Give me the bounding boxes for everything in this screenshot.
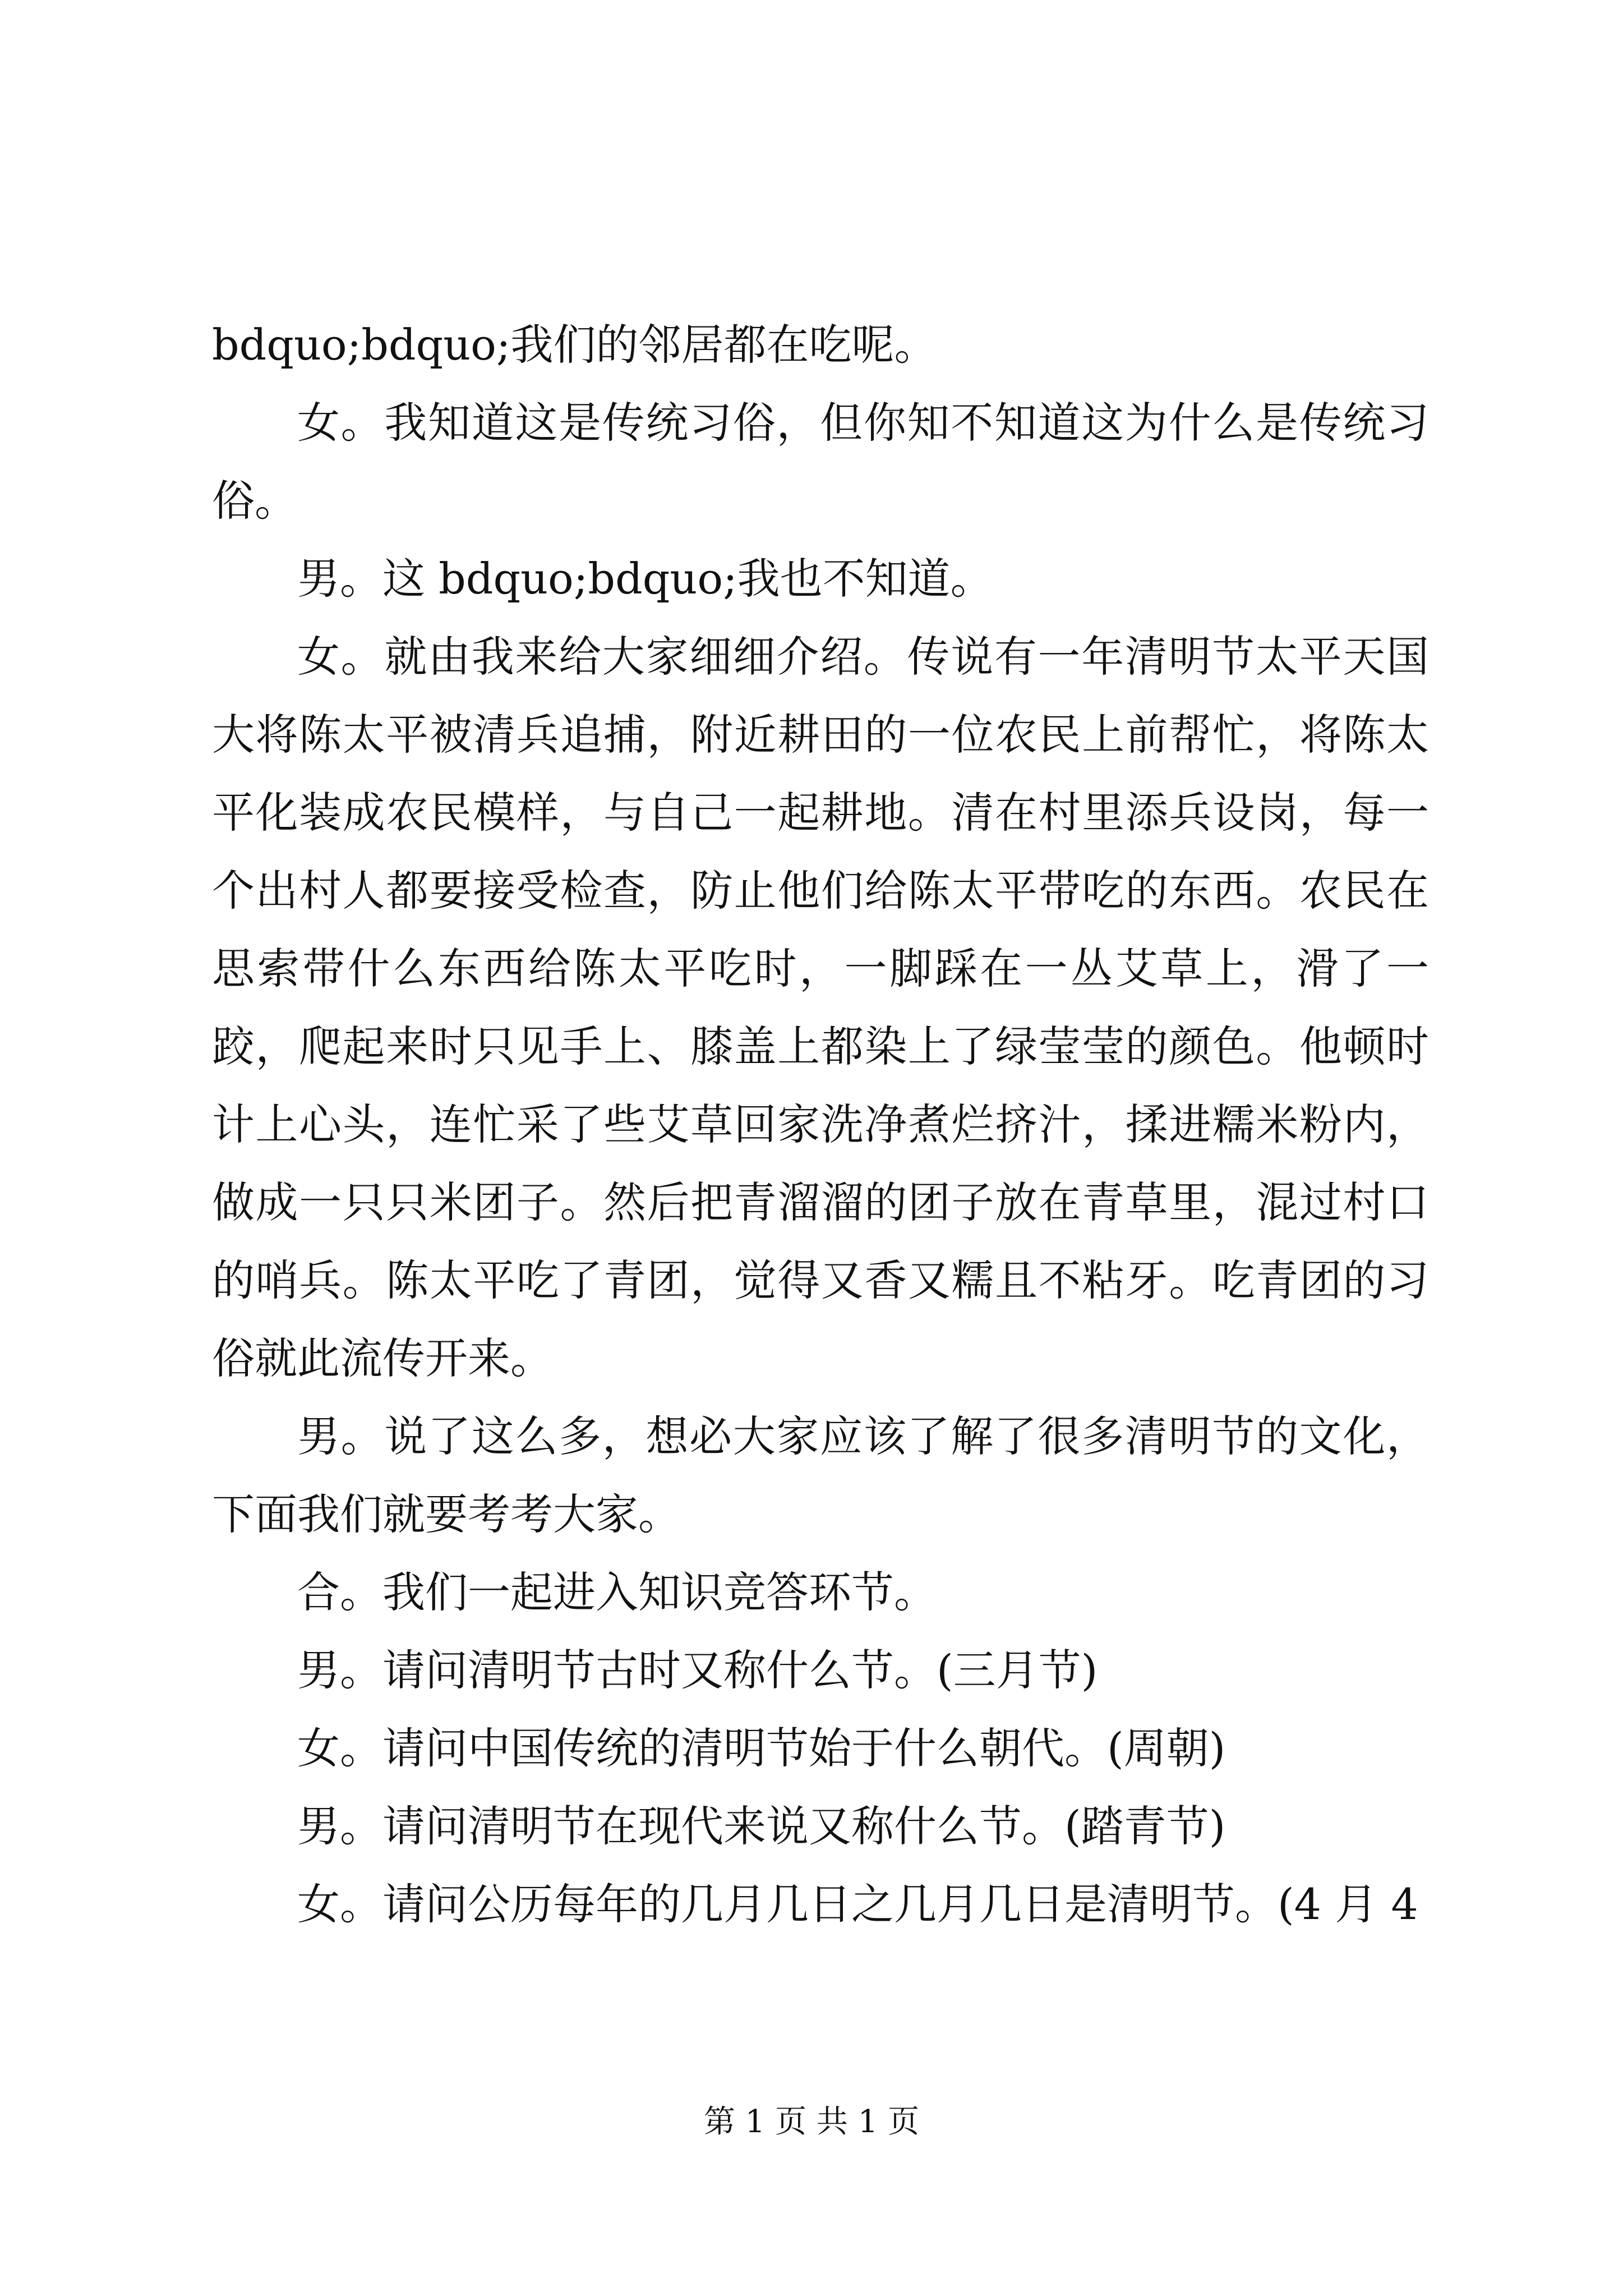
paragraph-5: 男。说了这么多，想必大家应该了解了很多清明节的文化，下面我们就要考考大家。 xyxy=(212,1411,1429,1539)
page-footer xyxy=(0,2102,1623,2142)
paragraph-10: 女。请问公历每年的几月几日之几月几日是清明节。(4 月 4 xyxy=(297,1879,1418,1929)
paragraph-7: 男。请问清明节古时又称什么节。(三月节) xyxy=(297,1645,1098,1695)
document-body xyxy=(212,306,1429,1943)
paragraph-1: bdquo;bdquo;我们的邻居都在吃呢。 xyxy=(212,320,937,370)
paragraph-3: 男。这 bdquo;bdquo;我也不知道。 xyxy=(297,554,993,604)
paragraph-4: 女。就由我来给大家细细介绍。传说有一年清明节太平天国大将陈太平被清兵追捕，附近耕田的一位农民上前帮忙，将陈太平化装成农民模样，与自己一起耕地。清在村里添兵设岗，每一个出村人都要接受检查，防止他们给陈太平带吃的东西。农民在思索带什么东西给陈太平吃时，一脚踩在一丛艾草上，滑了一跤，爬起来时只见手上、膝盖上都染上了绿莹莹的颜色。他顿时计上心头，连忙采了些艾草回家洗净煮烂挤汁，揉进糯米粉内，做成一只只米团子。然后把青溜溜的团子放在青草里，混过村口的哨兵。陈太平吃了青团，觉得又香又糯且不粘牙。吃青团的习俗就此流传开来。 xyxy=(212,632,1429,1383)
paragraph-9: 男。请问清明节在现代来说又称什么节。(踏青节) xyxy=(297,1801,1226,1851)
paragraph-2: 女。我知道这是传统习俗，但你知不知道这为什么是传统习俗。 xyxy=(212,398,1429,526)
paragraph-6: 合。我们一起进入知识竞答环节。 xyxy=(297,1567,937,1617)
page-number-label: 第 1 页 共 1 页 xyxy=(703,2104,920,2140)
paragraph-8: 女。请问中国传统的清明节始于什么朝代。(周朝) xyxy=(297,1723,1226,1773)
